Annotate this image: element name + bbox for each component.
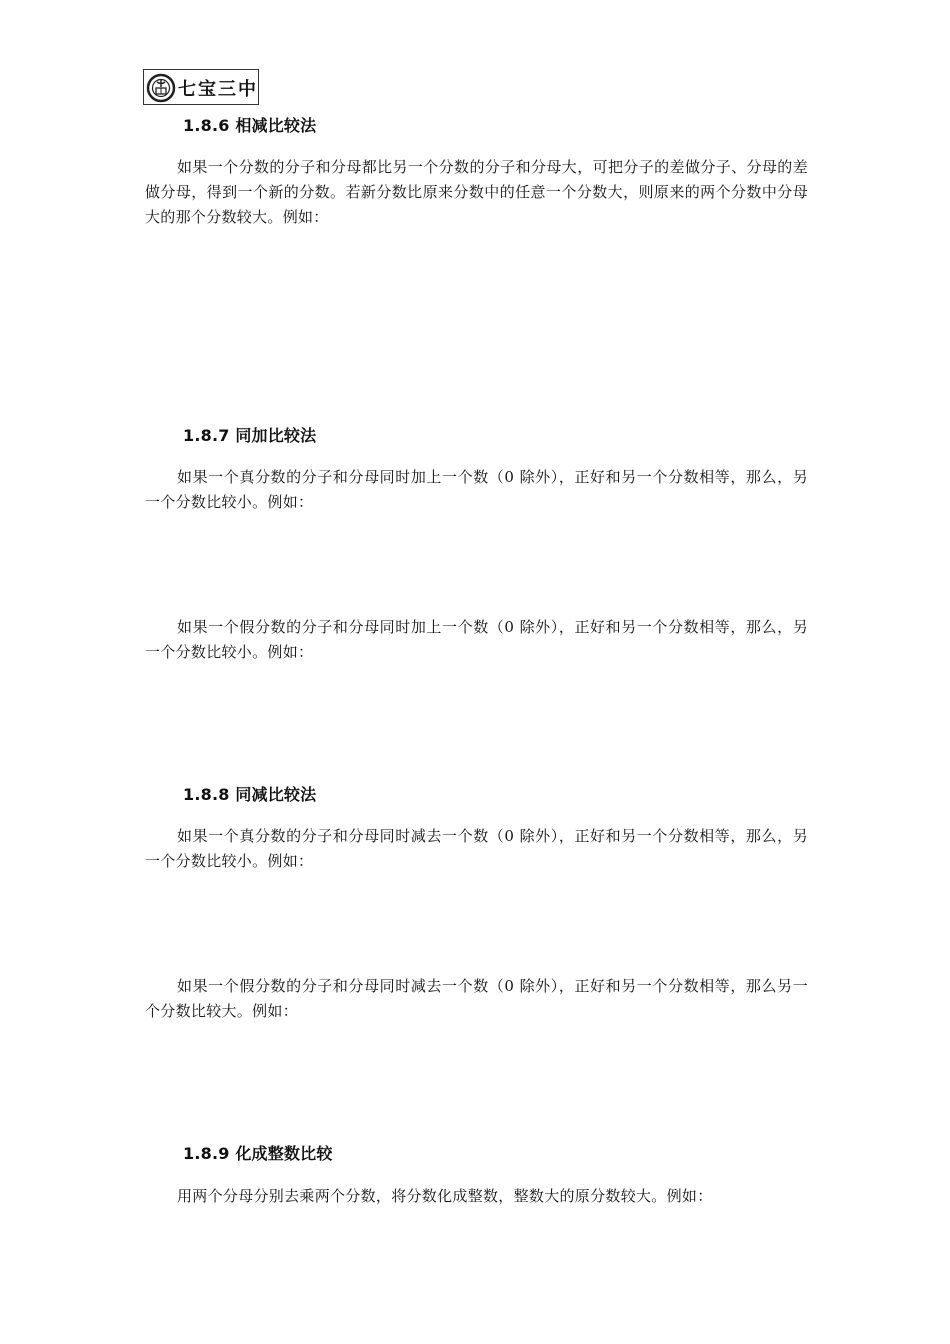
paragraph: 如果一个假分数的分子和分母同时减去一个数（0 除外），正好和另一个分数相等，那么另一个分数比较大。例如： <box>145 977 808 1020</box>
paragraph: 如果一个真分数的分子和分母同时减去一个数（0 除外），正好和另一个分数相等，那么，另一个分数比较小。例如： <box>145 827 808 870</box>
logo-text: 七宝三中 <box>178 79 258 100</box>
section-heading: 1.8.9 化成整数比较 <box>183 1144 333 1163</box>
paragraph: 用两个分母分别去乘两个分数，将分数化成整数，整数大的原分数较大。例如： <box>177 1187 713 1205</box>
school-logo <box>143 69 259 105</box>
paragraph: 如果一个假分数的分子和分母同时加上一个数（0 除外），正好和另一个分数相等，那么，另一个分数比较小。例如： <box>145 618 808 661</box>
section-heading: 1.8.6 相减比较法 <box>183 116 317 135</box>
paragraph: 如果一个分数的分子和分母都比另一个分数的分子和分母大，可把分子的差做分子、分母的差做分母，得到一个新的分数。若新分数比原来分数中的任意一个分数大，则原来的两个分数中分母大的那个分数较大。例如： <box>145 158 808 226</box>
section-heading: 1.8.8 同减比较法 <box>183 785 317 804</box>
paragraph: 如果一个真分数的分子和分母同时加上一个数（0 除外），正好和另一个分数相等，那么，另一个分数比较小。例如： <box>145 468 808 511</box>
section-heading: 1.8.7 同加比较法 <box>183 426 317 445</box>
school-emblem-icon <box>144 70 260 106</box>
